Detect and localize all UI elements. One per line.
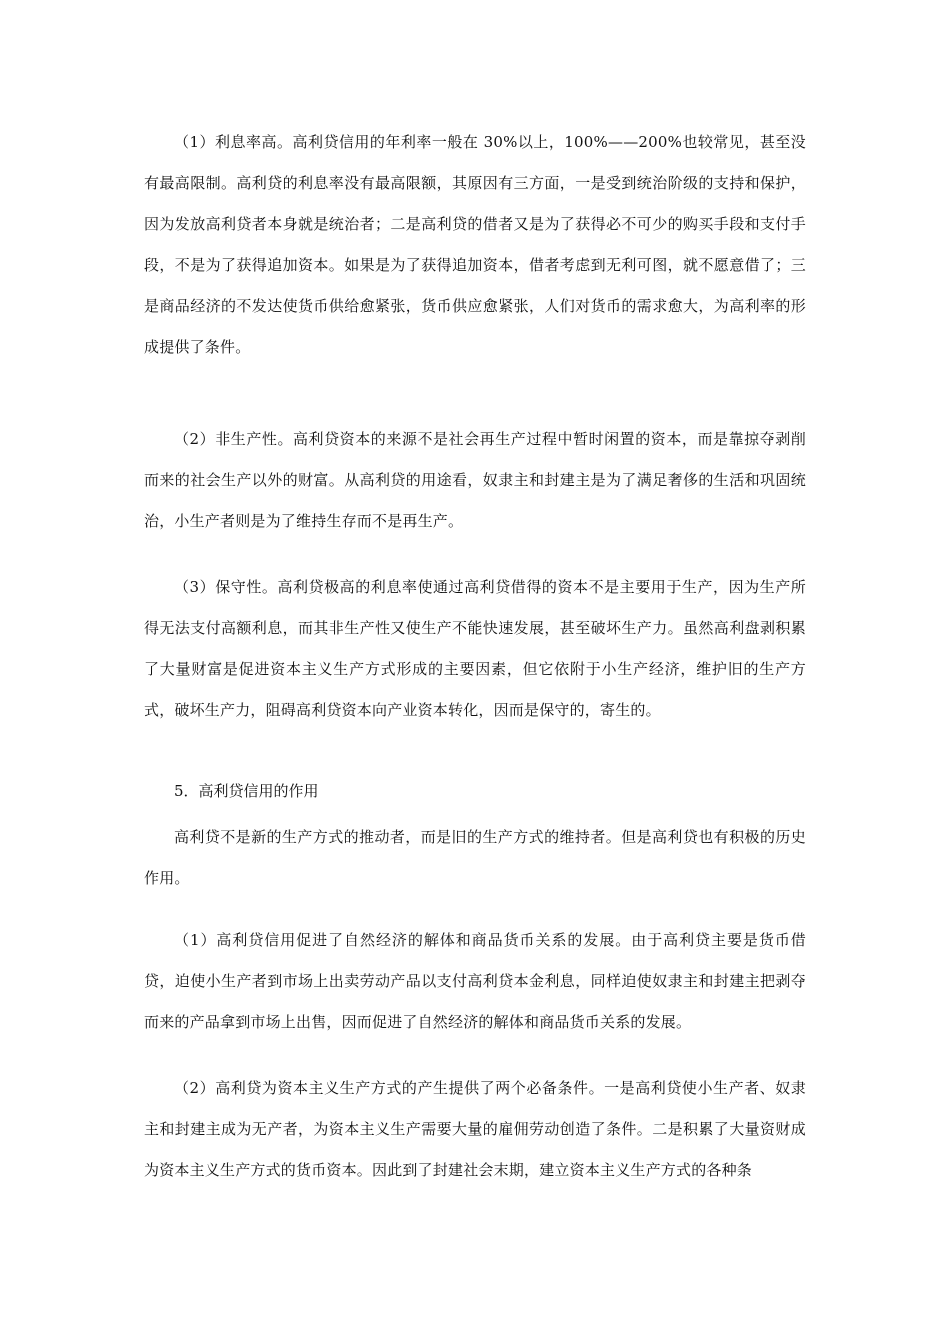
paragraph-capitalism-conditions: （2）高利贷为资本主义生产方式的产生提供了两个必备条件。一是高利贷使小生产者、奴隶主和封建主成为无产者，为资本主义生产需要大量的雇佣劳动创造了条件。二是积累了大量资财成为资本主义生产方式的货币资本。因此到了封建社会末期，建立资本主义生产方式的各种条 bbox=[144, 1079, 806, 1179]
paragraph-non-productive: （2）非生产性。高利贷资本的来源不是社会再生产过程中暂时闲置的资本，而是靠掠夺剥削而来的社会生产以外的财富。从高利贷的用途看，奴隶主和封建主是为了满足奢侈的生活和巩固统治，小生产者则是为了维持生存而不是再生产。 bbox=[144, 430, 806, 530]
paragraph-natural-economy: （1）高利贷信用促进了自然经济的解体和商品货币关系的发展。由于高利贷主要是货币借贷，迫使小生产者到市场上出卖劳动产品以支付高利贷本金利息，同样迫使奴隶主和封建主把剥夺而来的产品拿到市场上出售，因而促进了自然经济的解体和商品货币关系的发展。 bbox=[144, 931, 806, 1031]
paragraph-conservative: （3）保守性。高利贷极高的利息率使通过高利贷借得的资本不是主要用于生产，因为生产所得无法支付高额利息，而其非生产性又使生产不能快速发展，甚至破坏生产力。虽然高利盘剥积累了大量财富是促进资本主义生产方式形成的主要因素，但它依附于小生产经济，维护旧的生产方式，破坏生产力，阻碍高利贷资本向产业资本转化，因而是保守的，寄生的。 bbox=[144, 578, 806, 719]
section-heading: 5．高利贷信用的作用 bbox=[174, 782, 319, 800]
paragraph-intro: 高利贷不是新的生产方式的推动者，而是旧的生产方式的维持者。但是高利贷也有积极的历史作用。 bbox=[144, 828, 806, 887]
paragraph-interest-rate: （1）利息率高。高利贷信用的年利率一般在 30%以上，100%——200%也较常见，甚至没有最高限制。高利贷的利息率没有最高限额，其原因有三方面，一是受到统治阶级的支持和保护，因为发放高利贷者本身就是统治者；二是高利贷的借者又是为了获得必不可少的购买手段和支付手段，不是为了获得追加资本。如果是为了获得追加资本，借者考虑到无利可图，就不愿意借了；三是商品经济的不发达使货币供给愈紧张，货币供应愈紧张，人们对货币的需求愈大，为高利率的形成提供了条件。 bbox=[144, 133, 806, 356]
